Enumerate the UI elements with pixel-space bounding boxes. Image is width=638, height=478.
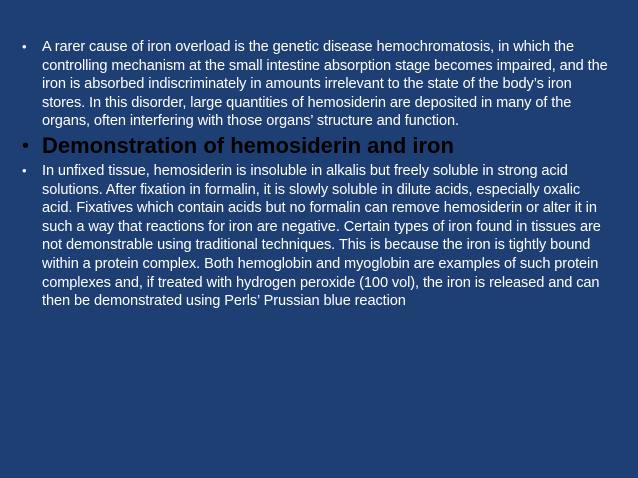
bullet-dot-icon: • — [22, 39, 27, 54]
bullet-text: In unfixed tissue, hemosiderin is insoluble in alkalis but freely soluble in strong acid solutions. After fixation in formalin, it is slowly soluble in dilute acids, especially oxalic acid. Fixatives which contain acids but no formalin can remove hemosiderin or alter it in such a way that reactions for iron are negative. Certain types of iron found in tissues are not demonstrable using traditional techniques. This is because the iron is tightly bound within a protein complex. Both hemoglobin and myoglobin are examples of such protein complexes and, if treated with hydrogen peroxide (100 vol), the iron is released and can then be demonstrated using Perls’ Prussian blue reaction — [42, 162, 601, 310]
bullet-hemosiderin-solubility — [22, 162, 612, 311]
section-heading: Demonstration of hemosiderin and iron — [42, 132, 454, 158]
bullet-dot-icon: • — [22, 162, 27, 178]
bullet-dot-icon: • — [22, 134, 30, 157]
bullet-hemochromatosis — [22, 38, 612, 131]
slide-content — [22, 38, 612, 311]
bullet-text: A rarer cause of iron overload is the genetic disease hemochromatosis, in which the controlling mechanism at the small intestine absorption stage becomes impaired, and the iron is absorbed indiscriminately in amounts irrelevant to the state of the body’s iron stores. In this disorder, large quantities of hemosiderin are deposited in many of the organs, often interfering with those organs’ structure and function. — [42, 39, 608, 130]
bullet-heading — [22, 133, 612, 159]
